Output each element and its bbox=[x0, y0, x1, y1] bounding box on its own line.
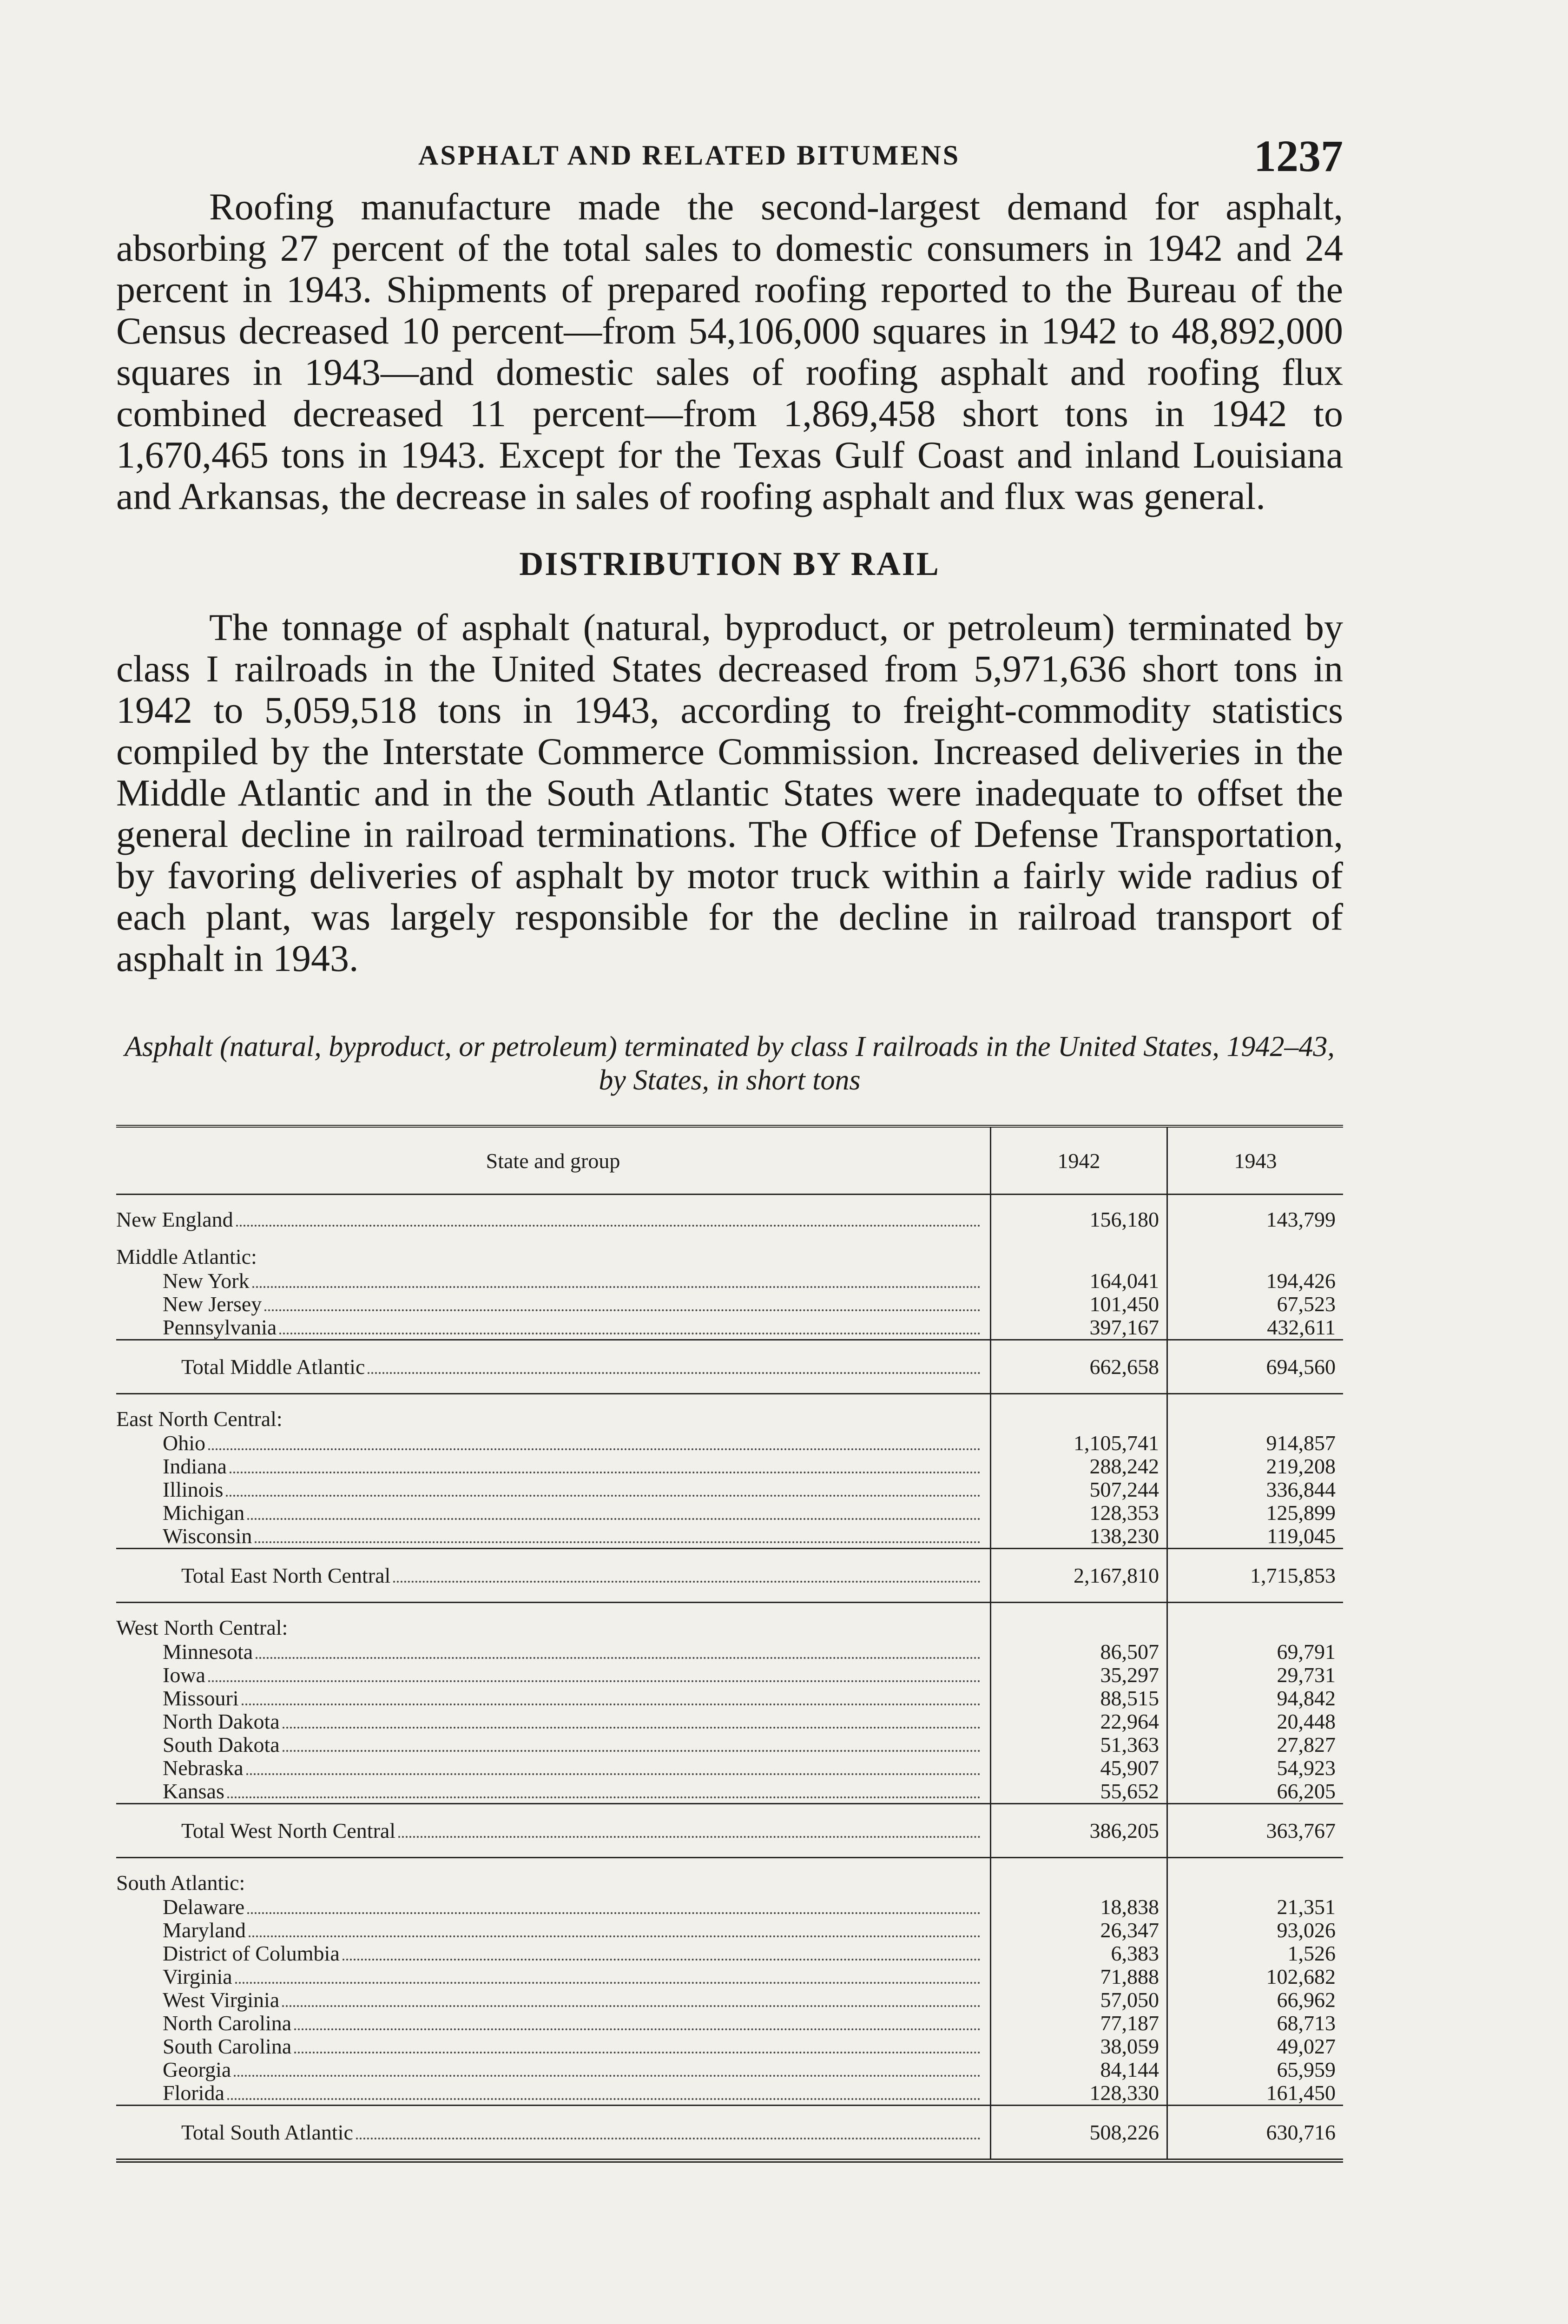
running-head-title: ASPHALT AND RELATED BITUMENS bbox=[418, 140, 961, 171]
dot-leader bbox=[230, 1472, 981, 1473]
table-row bbox=[116, 1919, 1343, 1942]
table-row bbox=[116, 2012, 1343, 2035]
row-label: Kansas bbox=[163, 1779, 224, 1803]
value-1943: 94,842 bbox=[1167, 1687, 1344, 1710]
value-1943: 21,351 bbox=[1167, 1895, 1344, 1919]
table-row bbox=[116, 1316, 1343, 1340]
value-1943: 65,959 bbox=[1167, 2058, 1344, 2081]
row-label: Florida bbox=[163, 2081, 224, 2105]
dot-leader bbox=[356, 2138, 981, 2139]
value-1943: 68,713 bbox=[1167, 2012, 1344, 2035]
value-1942: 128,353 bbox=[991, 1501, 1167, 1525]
row-label: Ohio bbox=[163, 1431, 205, 1455]
row-label: South Dakota bbox=[163, 1733, 280, 1756]
table-row bbox=[116, 1664, 1343, 1687]
row-label: Maryland bbox=[163, 1918, 246, 1942]
table-row bbox=[116, 1455, 1343, 1478]
value-1942: 57,050 bbox=[991, 1988, 1167, 2012]
dot-leader bbox=[255, 1541, 981, 1543]
value-1942: 6,383 bbox=[991, 1942, 1167, 1965]
value-1942: 38,059 bbox=[991, 2035, 1167, 2058]
dot-leader bbox=[264, 1309, 981, 1311]
table-row bbox=[116, 1965, 1343, 1988]
table-row bbox=[116, 1478, 1343, 1501]
dot-leader bbox=[227, 1796, 981, 1798]
value-1942: 1,105,741 bbox=[991, 1432, 1167, 1455]
row-label: Michigan bbox=[163, 1501, 245, 1525]
value-1943: 93,026 bbox=[1167, 1919, 1344, 1942]
table-row bbox=[116, 2081, 1343, 2106]
table-row bbox=[116, 1756, 1343, 1780]
row-label: Minnesota bbox=[163, 1640, 253, 1664]
row-label: Pennsylvania bbox=[163, 1315, 277, 1339]
table-row-new-england bbox=[116, 1195, 1343, 1233]
value-1942: 397,167 bbox=[991, 1316, 1167, 1340]
value-1943: 69,791 bbox=[1167, 1640, 1344, 1664]
section-heading: DISTRIBUTION BY RAIL bbox=[519, 545, 940, 582]
dot-leader bbox=[226, 1495, 981, 1497]
group-row-south-atlantic bbox=[116, 1858, 1343, 1896]
value-1942: 288,242 bbox=[991, 1455, 1167, 1478]
total-1942: 2,167,810 bbox=[991, 1549, 1167, 1603]
group-row-east-north-central bbox=[116, 1394, 1343, 1432]
value-1943: 336,844 bbox=[1167, 1478, 1344, 1501]
row-label: Georgia bbox=[163, 2058, 231, 2081]
row-label: North Dakota bbox=[163, 1710, 280, 1733]
table-row bbox=[116, 1733, 1343, 1756]
value-1942: 128,330 bbox=[991, 2081, 1167, 2106]
dot-leader bbox=[242, 1703, 981, 1705]
total-1943: 363,767 bbox=[1167, 1804, 1344, 1858]
value-1943: 432,611 bbox=[1167, 1316, 1344, 1340]
total-row-east-north-central bbox=[116, 1549, 1343, 1603]
value-1942: 35,297 bbox=[991, 1664, 1167, 1687]
total-1943: 630,716 bbox=[1167, 2106, 1344, 2161]
group-label: South Atlantic: bbox=[116, 1871, 245, 1895]
total-label: Total West North Central bbox=[181, 1819, 396, 1842]
group-label: East North Central: bbox=[116, 1407, 283, 1431]
dot-leader bbox=[294, 2028, 981, 2030]
value-1943: 20,448 bbox=[1167, 1710, 1344, 1733]
dot-leader bbox=[368, 1372, 981, 1374]
group-row-middle-atlantic bbox=[116, 1232, 1343, 1269]
dot-leader bbox=[246, 1773, 981, 1775]
table-row bbox=[116, 1525, 1343, 1549]
table-row bbox=[116, 1269, 1343, 1293]
row-label: Iowa bbox=[163, 1663, 205, 1687]
value-1942: 101,450 bbox=[991, 1293, 1167, 1316]
dot-leader bbox=[208, 1448, 981, 1450]
total-label: Total Middle Atlantic bbox=[181, 1355, 365, 1379]
table-header-row bbox=[116, 1126, 1343, 1195]
row-label: Virginia bbox=[163, 1965, 232, 1988]
value-1943: 67,523 bbox=[1167, 1293, 1344, 1316]
value-1942: 164,041 bbox=[991, 1269, 1167, 1293]
value-1943: 66,205 bbox=[1167, 1780, 1344, 1804]
table-row bbox=[116, 1780, 1343, 1804]
total-row-south-atlantic bbox=[116, 2106, 1343, 2161]
rail-asphalt-table bbox=[116, 1125, 1343, 2163]
document-page bbox=[116, 130, 1343, 2163]
value-1942: 77,187 bbox=[991, 2012, 1167, 2035]
table-row bbox=[116, 1293, 1343, 1316]
dot-leader bbox=[236, 1225, 981, 1227]
total-row-west-north-central bbox=[116, 1804, 1343, 1858]
value-1942: 51,363 bbox=[991, 1733, 1167, 1756]
dot-leader bbox=[393, 1581, 981, 1583]
table-row bbox=[116, 1710, 1343, 1733]
total-row-middle-atlantic bbox=[116, 1340, 1343, 1394]
dot-leader bbox=[227, 2098, 981, 2100]
row-label: Indiana bbox=[163, 1454, 227, 1478]
dot-leader bbox=[283, 1727, 981, 1729]
row-label: Nebraska bbox=[163, 1756, 244, 1780]
total-1942: 386,205 bbox=[991, 1804, 1167, 1858]
value-1943: 161,450 bbox=[1167, 2081, 1344, 2106]
page-number: 1237 bbox=[1254, 131, 1343, 181]
column-header-1943: 1943 bbox=[1167, 1126, 1344, 1195]
value-1943: 49,027 bbox=[1167, 2035, 1344, 2058]
value-1942: 55,652 bbox=[991, 1780, 1167, 1804]
table-row bbox=[116, 1432, 1343, 1455]
table-row bbox=[116, 1640, 1343, 1664]
value-1943: 66,962 bbox=[1167, 1988, 1344, 2012]
total-1943: 1,715,853 bbox=[1167, 1549, 1344, 1603]
dot-leader bbox=[234, 2075, 981, 2077]
dot-leader bbox=[235, 1982, 981, 1984]
total-1943: 694,560 bbox=[1167, 1340, 1344, 1394]
value-1942: 45,907 bbox=[991, 1756, 1167, 1780]
table-row bbox=[116, 1988, 1343, 2012]
value-1942: 138,230 bbox=[991, 1525, 1167, 1549]
row-label: New England bbox=[116, 1208, 233, 1231]
value-1943: 194,426 bbox=[1167, 1269, 1344, 1293]
value-1942: 18,838 bbox=[991, 1895, 1167, 1919]
value-1943: 1,526 bbox=[1167, 1942, 1344, 1965]
row-label: South Carolina bbox=[163, 2034, 292, 2058]
row-label: North Carolina bbox=[163, 2011, 292, 2035]
dot-leader bbox=[294, 2052, 981, 2053]
dot-leader bbox=[256, 1657, 981, 1659]
row-label: District of Columbia bbox=[163, 1941, 340, 1965]
running-head bbox=[116, 130, 1343, 186]
table-row bbox=[116, 1501, 1343, 1525]
total-1942: 508,226 bbox=[991, 2106, 1167, 2161]
table-row bbox=[116, 1687, 1343, 1710]
value-1942: 507,244 bbox=[991, 1478, 1167, 1501]
row-label: Delaware bbox=[163, 1895, 245, 1919]
total-label: Total East North Central bbox=[181, 1564, 391, 1587]
value-1942: 71,888 bbox=[991, 1965, 1167, 1988]
table-row bbox=[116, 2035, 1343, 2058]
dot-leader bbox=[252, 1286, 981, 1288]
column-header-1942: 1942 bbox=[991, 1126, 1167, 1195]
table-caption: Asphalt (natural, byproduct, or petroleum) terminated by class I railroads in the United States, 1942–43, by States, in short tons bbox=[125, 1031, 1335, 1096]
value-1943: 102,682 bbox=[1167, 1965, 1344, 1988]
dot-leader bbox=[283, 1750, 981, 1752]
row-label: New York bbox=[163, 1269, 250, 1293]
value-1942: 22,964 bbox=[991, 1710, 1167, 1733]
value-1942: 88,515 bbox=[991, 1687, 1167, 1710]
row-label: Illinois bbox=[163, 1478, 224, 1501]
paragraph-rail: The tonnage of asphalt (natural, byproduct, or petroleum) terminated by class I railroads in the United States decreased from 5,971,636 short tons in 1942 to 5,059,518 tons in 1943, according to freight-commodity statistics compiled by the Interstate Commerce Commission. Increased deliveries in the Middle Atlantic and in the South Atlantic States were inadequate to offset the general decline in railroad terminations. The Office of Defense Transportation, by favoring deliveries of asphalt by motor truck within a fairly wide radius of each plant, was largely responsible for the decline in railroad transport of asphalt in 1943. bbox=[116, 606, 1343, 979]
row-label: Wisconsin bbox=[163, 1524, 252, 1548]
group-label: Middle Atlantic: bbox=[116, 1245, 257, 1268]
dot-leader bbox=[249, 1935, 981, 1937]
value-1943: 119,045 bbox=[1167, 1525, 1344, 1549]
dot-leader bbox=[282, 2005, 981, 2007]
value-1942: 84,144 bbox=[991, 2058, 1167, 2081]
table-row bbox=[116, 1942, 1343, 1965]
value-1943: 219,208 bbox=[1167, 1455, 1344, 1478]
value-1942: 26,347 bbox=[991, 1919, 1167, 1942]
value-1943: 29,731 bbox=[1167, 1664, 1344, 1687]
dot-leader bbox=[398, 1836, 981, 1838]
value-1942: 86,507 bbox=[991, 1640, 1167, 1664]
row-label: Missouri bbox=[163, 1686, 239, 1710]
paragraph-roofing: Roofing manufacture made the second-largest demand for asphalt, absorbing 27 percent of the total sales to domestic consumers in 1942 and 24 percent in 1943. Shipments of prepared roofing reported to the Bureau of the Census decreased 10 percent—from 54,106,000 squares in 1942 to 48,892,000 squares in 1943—and domestic sales of roofing asphalt and roofing flux combined decreased 11 percent—from 1,869,458 short tons in 1942 to 1,670,465 tons in 1943. Except for the Texas Gulf Coast and inland Louisiana and Arkansas, the decrease in sales of roofing asphalt and flux was general. bbox=[116, 185, 1343, 517]
total-1942: 662,658 bbox=[991, 1340, 1167, 1394]
group-label: West North Central: bbox=[116, 1616, 288, 1639]
dot-leader bbox=[208, 1680, 981, 1682]
value-1943: 143,799 bbox=[1167, 1195, 1344, 1233]
column-header-state: State and group bbox=[116, 1126, 991, 1195]
dot-leader bbox=[279, 1333, 981, 1334]
value-1943: 125,899 bbox=[1167, 1501, 1344, 1525]
dot-leader bbox=[343, 1959, 981, 1961]
row-label: New Jersey bbox=[163, 1292, 262, 1316]
table-row bbox=[116, 2058, 1343, 2081]
value-1943: 27,827 bbox=[1167, 1733, 1344, 1756]
row-label: West Virginia bbox=[163, 1988, 280, 2012]
dot-leader bbox=[247, 1518, 981, 1520]
table-row bbox=[116, 1895, 1343, 1919]
total-label: Total South Atlantic bbox=[181, 2120, 353, 2144]
value-1943: 54,923 bbox=[1167, 1756, 1344, 1780]
dot-leader bbox=[247, 1912, 981, 1914]
group-row-west-north-central bbox=[116, 1603, 1343, 1641]
value-1943: 914,857 bbox=[1167, 1432, 1344, 1455]
value-1942: 156,180 bbox=[991, 1195, 1167, 1233]
